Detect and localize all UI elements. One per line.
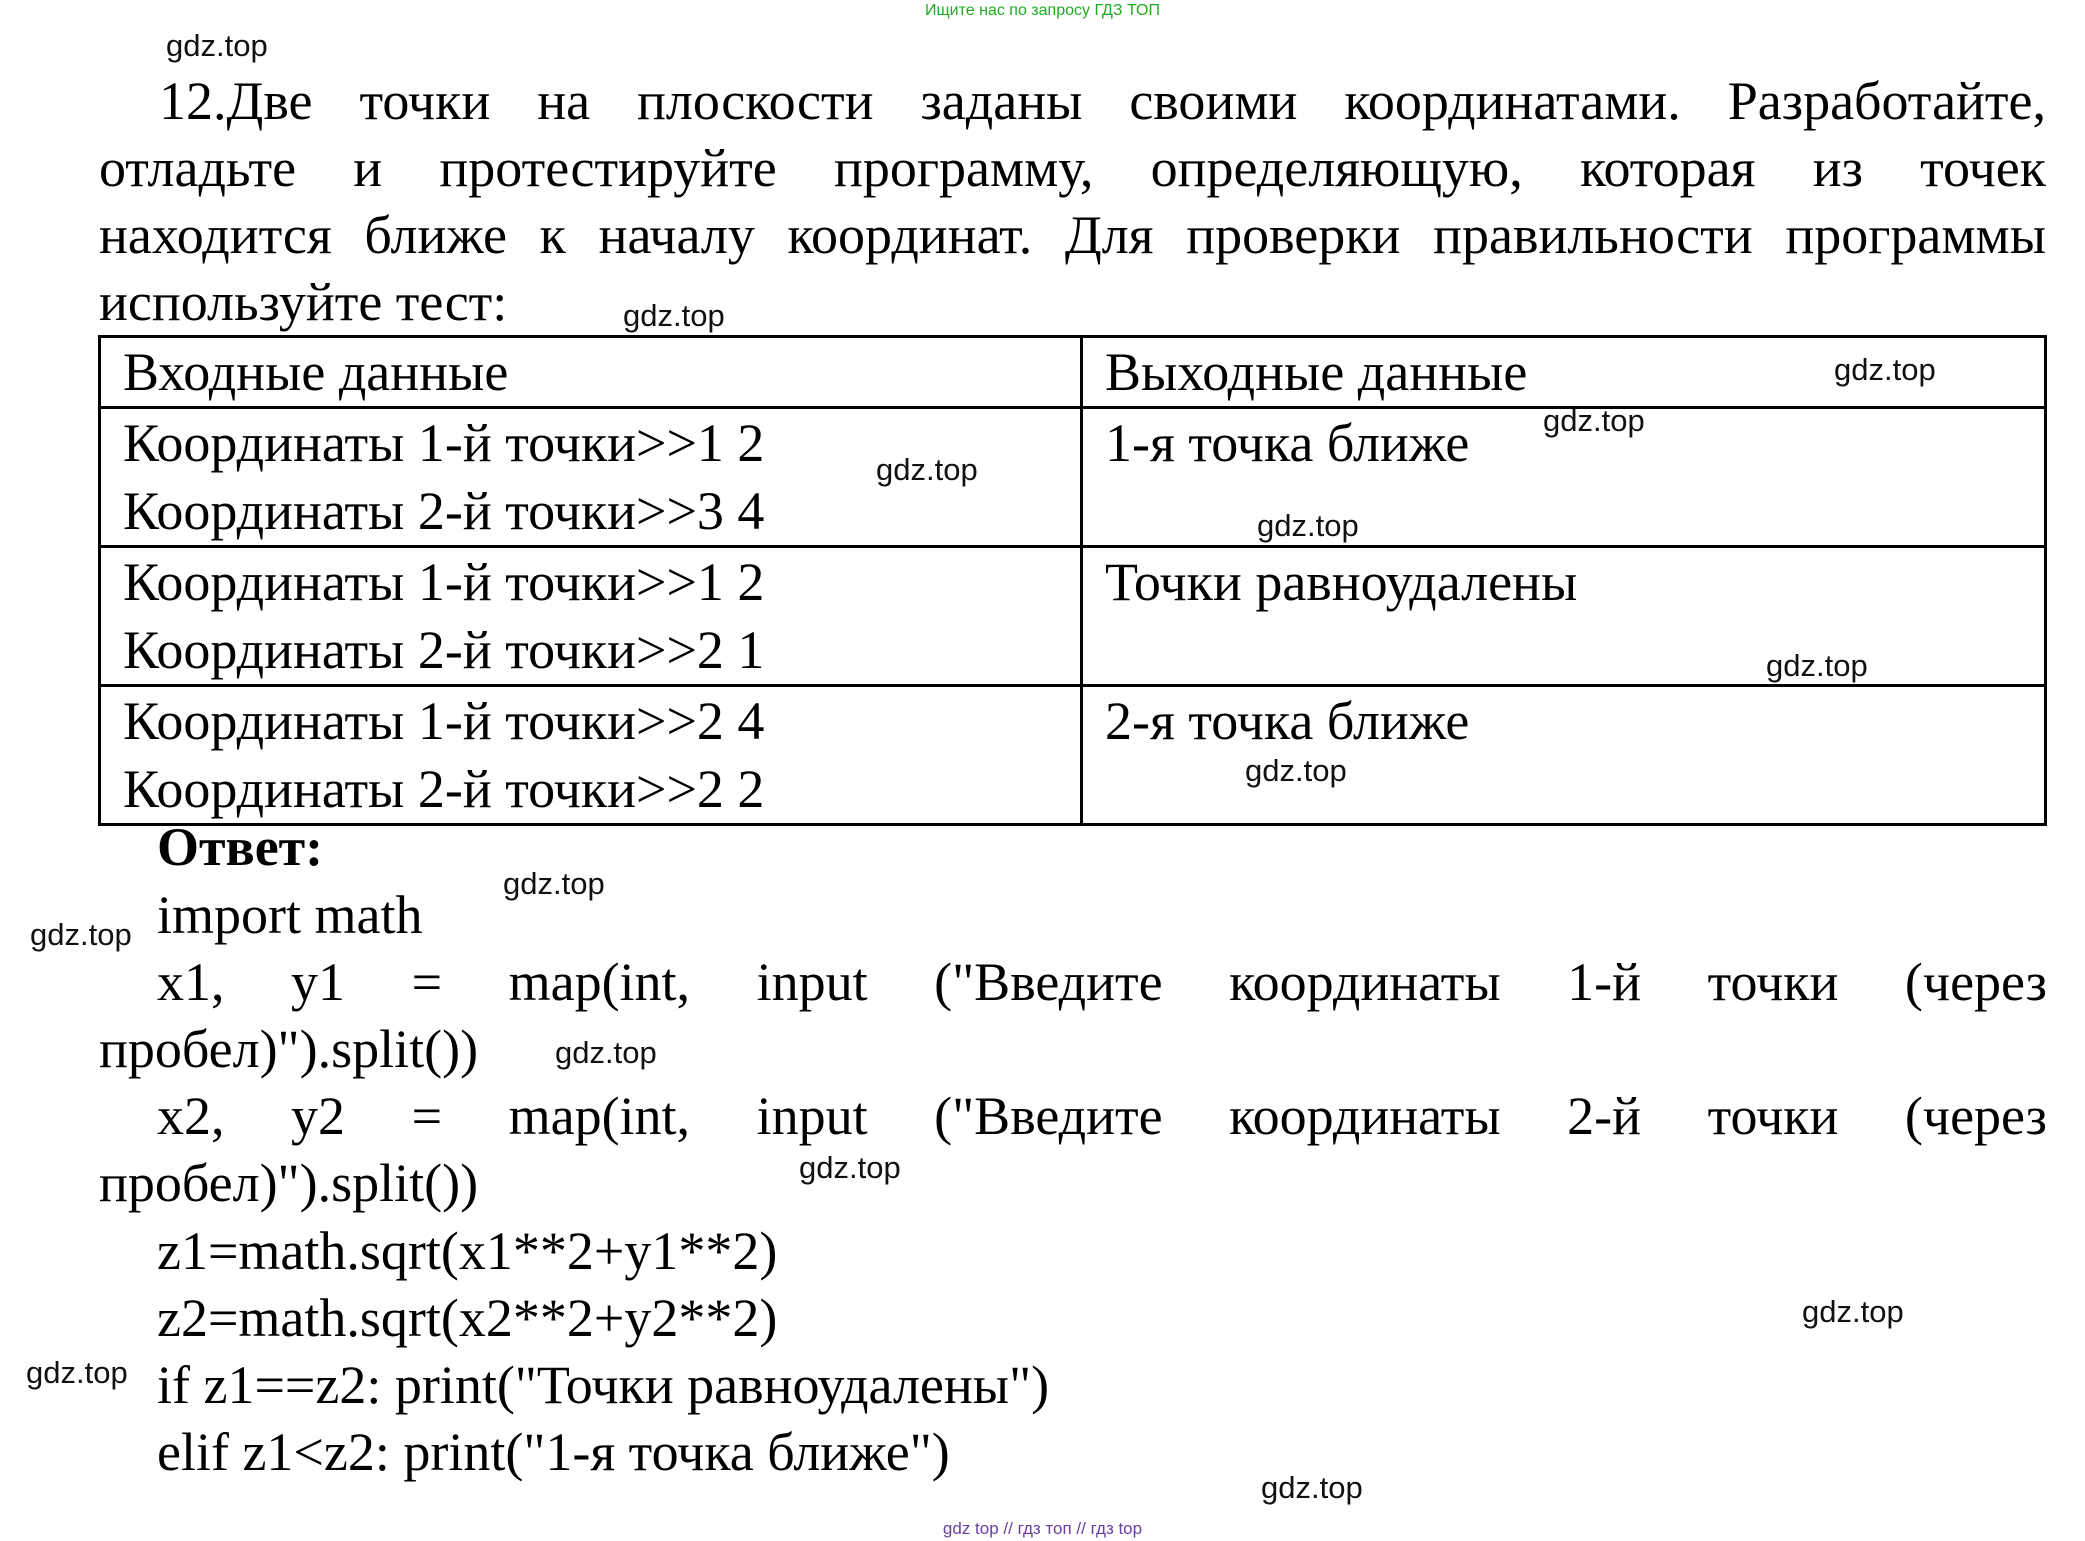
input-line: Координаты 1-й точки>>1 2: [123, 413, 765, 473]
watermark: gdz.top: [1543, 403, 1645, 438]
watermark: gdz.top: [166, 28, 268, 63]
input-line: Координаты 2-й точки>>2 2: [123, 759, 765, 819]
watermark: gdz.top: [555, 1035, 657, 1070]
watermark: gdz.top: [1766, 648, 1868, 683]
bottom-banner: gdz top // гдз топ // гдз top: [942, 1519, 1143, 1538]
header-input: Входные данные: [100, 337, 1082, 408]
watermark: gdz.top: [1245, 753, 1347, 788]
code-line: x2, y2 = map(int, input ("Введите координаты 2-й точки (через: [157, 1086, 2047, 1146]
output-cell: 2-я точка ближе: [1082, 686, 2046, 825]
code-line: z2=math.sqrt(x2**2+y2**2): [157, 1288, 778, 1348]
table-header-row: [100, 337, 2046, 408]
code-line: z1=math.sqrt(x1**2+y1**2): [157, 1221, 778, 1281]
code-line: пробел)").split()): [99, 1153, 479, 1213]
code-line: elif z1<z2: print("1-я точка ближе"): [157, 1422, 950, 1482]
table-row: [100, 686, 2046, 825]
watermark: gdz.top: [799, 1150, 901, 1185]
header-output: Выходные данные: [1082, 337, 2046, 408]
table-row: [100, 408, 2046, 547]
watermark: gdz.top: [876, 452, 978, 487]
code-line: пробел)").split()): [99, 1019, 479, 1079]
watermark: gdz.top: [503, 866, 605, 901]
watermark: gdz.top: [1834, 352, 1936, 387]
input-line: Координаты 2-й точки>>2 1: [123, 620, 765, 680]
task-line: 12.Две точки на плоскости заданы своими координатами. Разработайте,: [159, 71, 2046, 131]
task-line: находится ближе к началу координат. Для проверки правильности программы: [99, 205, 2046, 265]
task-statement: [99, 68, 2046, 336]
input-line: Координаты 1-й точки>>2 4: [123, 691, 765, 751]
watermark: gdz.top: [1257, 508, 1359, 543]
answer-label: Ответ:: [157, 817, 324, 877]
watermark: gdz.top: [1802, 1294, 1904, 1329]
input-line: Координаты 1-й точки>>1 2: [123, 552, 765, 612]
watermark: gdz.top: [623, 298, 725, 333]
top-banner: Ищите нас по запросу ГДЗ ТОП: [925, 2, 1160, 19]
input-line: Координаты 2-й точки>>3 4: [123, 481, 765, 541]
watermark: gdz.top: [26, 1355, 128, 1390]
task-line: отладьте и протестируйте программу, определяющую, которая из точек: [99, 138, 2046, 198]
output-cell: 1-я точка ближе: [1082, 408, 2046, 547]
input-cell: [100, 408, 1082, 547]
input-cell: [100, 686, 1082, 825]
watermark: gdz.top: [1261, 1470, 1363, 1505]
code-line: import math: [157, 885, 423, 945]
input-cell: [100, 547, 1082, 686]
code-line: x1, y1 = map(int, input ("Введите координаты 1-й точки (через: [157, 952, 2047, 1012]
code-line: if z1==z2: print("Точки равноудалены"): [157, 1355, 1050, 1415]
watermark: gdz.top: [30, 917, 132, 952]
task-line: используйте тест:: [99, 272, 508, 332]
table-row: [100, 547, 2046, 686]
test-table: [98, 335, 2047, 826]
output-cell: Точки равноудалены: [1082, 547, 2046, 686]
